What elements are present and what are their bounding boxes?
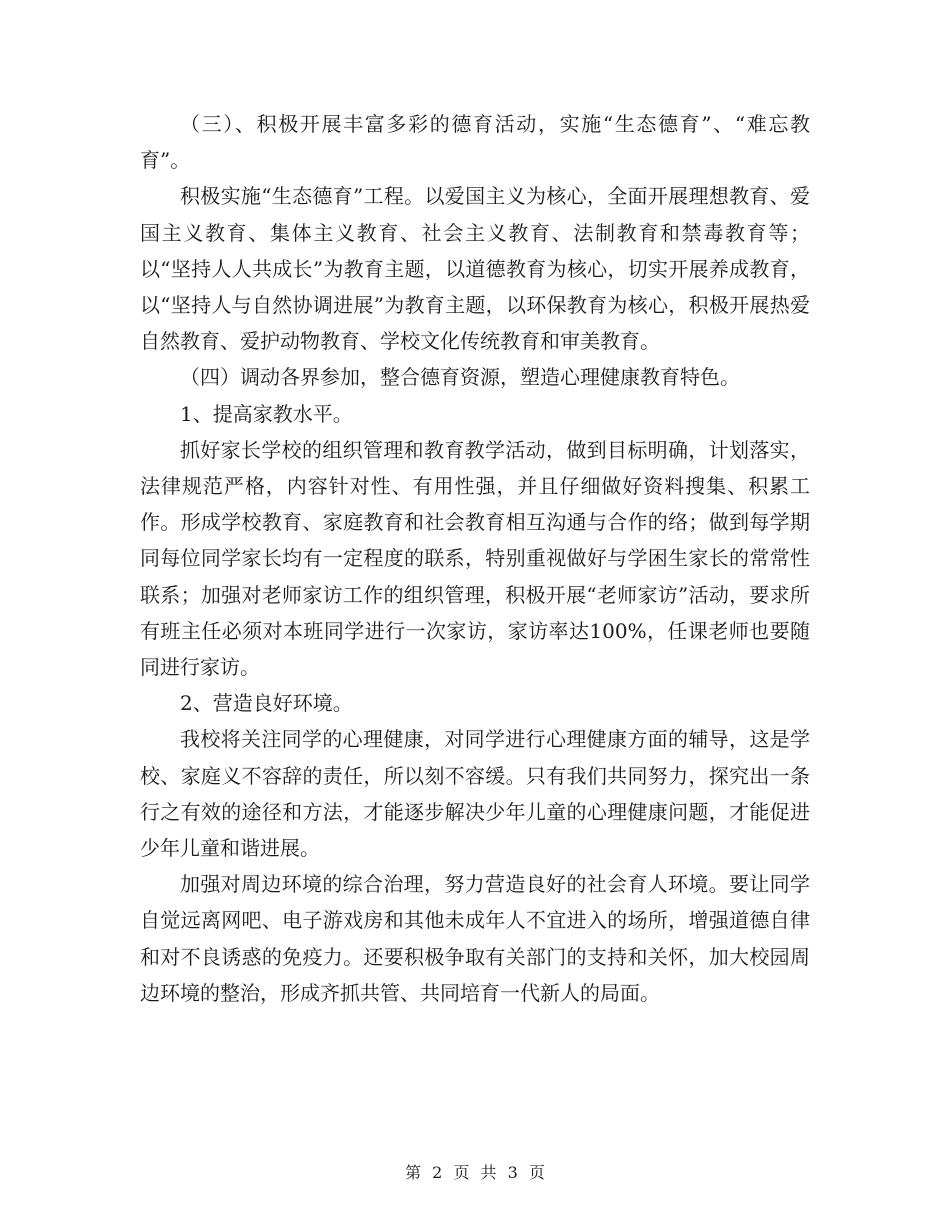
subheading-2: 2、营造良好环境。	[180, 691, 353, 716]
paragraph: 我校将关注同学的心理健康，对同学进行心理健康方面的辅导，这是学校、家庭义不容辞的责任，所以刻不容缓。只有我们共同努力，探究出一条行之有效的途径和方法，才能逐步解决少年儿童的心理健康问题，才能促进少年儿童和谐进展。	[140, 727, 810, 861]
page-number-footer: 第 2 页 共 3 页	[405, 1163, 545, 1182]
document-body	[140, 106, 810, 1011]
paragraph: 加强对周边环境的综合治理，努力营造良好的社会育人环境。要让同学自觉远离网吧、电子游戏房和其他未成年人不宜进入的场所，增强道德自律和对不良诱惑的免疫力。还要积极争取有关部门的支持和关怀，加大校园周边环境的整治，形成齐抓共管、共同培育一代新人的局面。	[140, 872, 810, 1005]
paragraph: 抓好家长学校的组织管理和教育教学活动，做到目标明确，计划落实，法律规范严格，内容针对性、有用性强，并且仔细做好资料搜集、积累工作。形成学校教育、家庭教育和社会教育相互沟通与合作的络；做到每学期同每位同学家长均有一定程度的联系，特别重视做好与学困生家长的常常性联系；加强对老师家访工作的组织管理，积极开展“老师家访”活动，要求所有班主任必须对本班同学进行一次家访，家访率达100%，任课老师也要随同进行家访。	[140, 437, 810, 680]
section-heading-3: （三）、积极开展丰富多彩的德育活动，实施“生态德育”、“难忘教育”。	[140, 112, 810, 173]
paragraph: 积极实施“生态德育”工程。以爱国主义为核心，全面开展理想教育、爱国主义教育、集体主义教育、社会主义教育、法制教育和禁毒教育等；以“坚持人人共成长”为教育主题，以道德教育为核心，切实开展养成教育，以“坚持人与自然协调进展”为教育主题，以环保教育为核心，积极开展热爱自然教育、爱护动物教育、学校文化传统教育和审美教育。	[140, 184, 810, 354]
section-heading-4: （四）调动各界参加，整合德育资源，塑造心理健康教育特色。	[180, 365, 740, 390]
subheading-1: 1、提高家教水平。	[180, 401, 353, 426]
